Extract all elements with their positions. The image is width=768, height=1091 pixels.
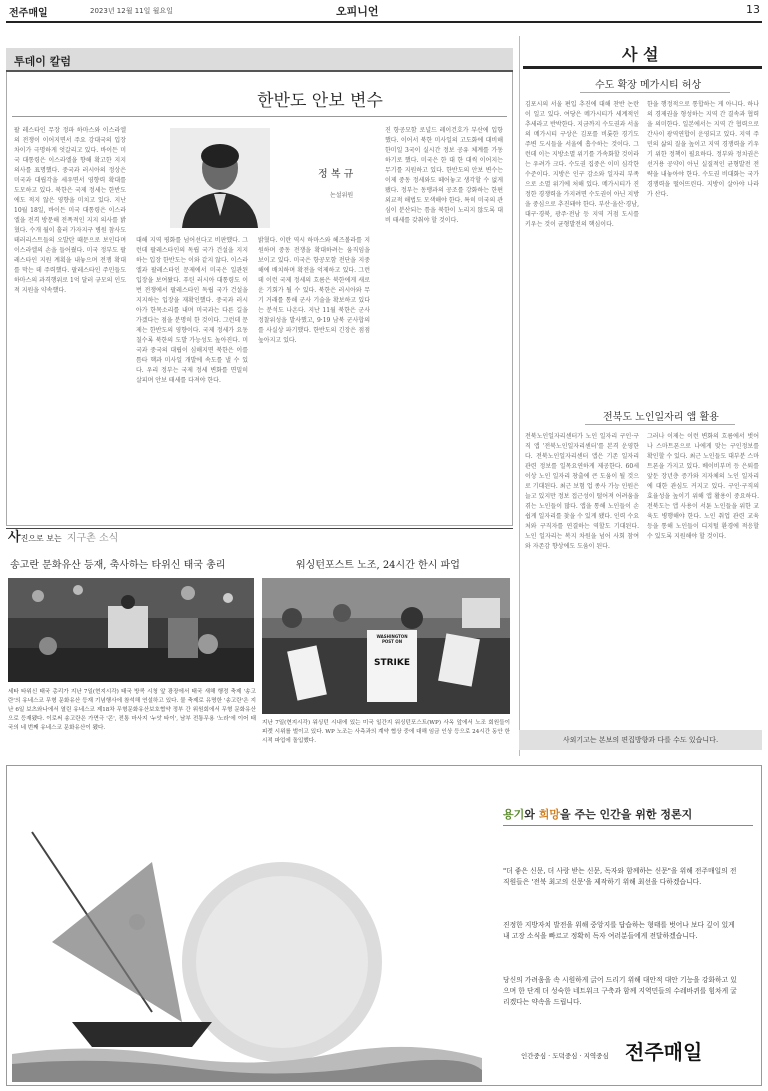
left-photo-title: 송고란 문화유산 등재, 축사하는 타위신 태국 총리 [10, 560, 226, 571]
page-header [0, 0, 768, 20]
ad-headline-and: 와 [524, 808, 539, 821]
left-photo [8, 578, 254, 682]
author-name: 정 복 규 [318, 169, 354, 180]
issue-date: 2023년 12월 11일 월요일 [90, 7, 173, 15]
editorial-1-body-right: 한을 행정적으로 통합하는 게 아니다. 하나의 경제권을 형성하는 지역 간 결속과 협력을 의미한다. 일본에서는 지역 간 협력으로 간사이 광역연합이 운영되고 있다. 지역 주민의 삶의 질을 높이고 지역 경쟁력을 키우기 위한 정책이 필요하다. 정부와 정치권은 선거용 공약이 아닌 실질적인 균형발전 전략을 내놓아야 한다. 수도권 비대화는 국가 경쟁력을 떨어뜨린다. 지방이 살아야 나라가 산다. [647, 101, 759, 198]
sign-strike-text: STRIKE [373, 658, 411, 668]
ad-sail-graphic [12, 772, 482, 1082]
column-body-3: 밝혔다. 이란 역시 하마스와 헤즈볼라를 지원하며 중동 전쟁을 확대하려는 움직임을 보이고 있다. 미국은 항공모함 전단을 지중해에 배치하며 확전을 억제하고 있다. 그런데 이런 국제 정세의 흐름은 북한에게 새로운 기회가 될 수 있다. 북한은 러시아와 무기 거래를 통해 군사 기술을 확보하고 있다는 분석도 나온다. 지난 11월 북한은 군사정찰위성을 발사했고, 9·19 남북 군사합의를 사실상 파기했다. 한반도의 긴장은 점점 높아지고 있다. [258, 237, 370, 344]
kicker-end: 지구촌 소식 [66, 533, 119, 544]
header-rule [6, 21, 762, 23]
ad-paragraph-1: "더 좋은 신문, 더 사랑 받는 신문, 독자와 함께하는 신문"을 위해 전주매일의 전 직원들은 '전북 최고의 신문'을 제작하기 위해 최선을 다하겠습니다. [503, 867, 737, 886]
editorial-label: 사 설 [622, 45, 659, 64]
ad-headline-rule [503, 825, 753, 826]
editorial-headline-2-rule [585, 424, 735, 425]
section-name: 오피니언 [336, 5, 379, 18]
ad-headline-courage: 용기 [503, 808, 525, 821]
author-photo [170, 128, 270, 228]
editorial-1-body-left: 김포시의 서울 편입 추진에 대해 찬반 논란이 일고 있다. 여당은 메가시티가 세계적인 추세라고 반박한다. 지금까지 수도권과 서울의 메가시티 구상은 김포를 비롯한 경기도 주변 도시들을 서울에 흡수하는 것이다. 그런데 이는 지방소멸 위기를 가속화할 것이라는 우려가 크다. 수도권 집중은 이미 심각한 수준이다. 지방은 인구 감소와 일자리 부족으로 소멸 위기에 처해 있다. 메가시티가 진정한 경쟁력을 가지려면 수도권이 아닌 지방을 중심으로 추진돼야 한다. 부산·울산·경남, 대구·경북, 광주·전남 등 지역 거점 도시를 키우는 것이 균형발전의 핵심이다. [525, 101, 639, 228]
sign-top-text: WASHINGTON POST ON [376, 634, 408, 644]
editorial-label-rule [523, 66, 762, 69]
ad-paragraph-2: 진정한 지방자치 발전을 위해 중앙지를 답습하는 형태를 벗어나 보다 깊이 있게 내 고장 소식을 빠르고 정확히 독자 여러분들에게 전달하겠습니다. [503, 921, 735, 940]
column-kicker: 투데이 칼럼 [14, 55, 71, 68]
column-body-2: 대해 지역 평화를 넘어선다고 비판했다. 그런데 팔레스타인의 독립 국가 건설을 지지하는 입장 한반도는 이와 같지 않다. 이스라엘과 팔레스타인 문제에서 미국은 일관된 입장을 보여왔다. 푸틴 러시아 대통령도 이번 전쟁에서 팔레스타인 독립 국가 건설을 지지하는 입장을 재확인했다. 중국과 러시아가 한목소리를 내며 미국과는 다른 길을 가겠다는 점을 분명히 한 것이다. 그런데 문제는 한반도의 영향이다. 국제 정세가 요동칠수록 북한의 도발 가능성도 높아진다. 미국과 중국의 대립이 심해지면 북한은 이를 틈타 핵과 미사일 개발에 속도를 낼 수 있다. 우리 정부는 국제 정세 변화를 면밀히 살피며 안보 태세를 다져야 한다. [136, 237, 248, 384]
editorial-headline-2: 전북도 노인일자리 앱 활용 [603, 412, 719, 423]
left-photo-caption: 세타 타위신 태국 총리가 지난 7일(현지시각) 태국 방콕 시청 앞 광장에서 태국 새해 행정 축제 '송고란'의 유네스코 무형 문화유산 등재 기념행사에 참석해 연설하고 있다. 물 축제로 유명한 '송고란'은 지난 6일 보츠와나에서 열린 유네스코 제18차 무형문화유산보호협약 정부 간 위원회에서 무형 문화유산으로 등재됐다. 이로써 송고란은 가면극 '콘', 전통 마사지 '누앗 타이', 남부 전통무용 '노라'에 이어 태국의 네 번째 유네스코 문화유산이 됐다. [8, 689, 256, 731]
column-title: 한반도 안보 변수 [257, 91, 383, 111]
right-photo-caption: 지난 7일(현지시각) 워싱턴 시내에 있는 미국 일간지 워싱턴포스트(WP) 사옥 앞에서 노조 회원들이 피켓 시위를 벌이고 있다. WP 노조는 사측과의 계약 협상 중에 대해 임금 인상 등으로 24시간 동안 한시적 파업에 돌입했다. [262, 720, 510, 744]
paper-name: 전주매일 [9, 8, 48, 19]
author-title: 논설위원 [330, 192, 354, 199]
ad-headline-rest: 을 주는 인간을 위한 정론지 [560, 808, 693, 821]
kicker-big-char: 사 [8, 530, 21, 545]
editorial-headline-1: 수도 확장 메가시티 허상 [595, 80, 702, 91]
ad-headline-hope: 희망 [538, 808, 560, 821]
right-photo-title: 워싱턴포스트 노조, 24시간 한시 파업 [296, 560, 460, 571]
ad-paragraph-3: 당신의 가려움을 속 시원하게 긁어 드리기 위해 대안적 대안 기능을 강화하고 있으며 한 단계 더 성숙한 네트워크 구축과 함께 지역민들의 수레바퀴를 힘차게 굴리겠다는 약속을 드립니다. [503, 976, 737, 1006]
column-kicker-bar [6, 48, 513, 72]
ad-slogan: 인간중심 · 도덕중심 · 지역중심 [521, 1052, 609, 1060]
editorial-2-body-right: 그러나 이제는 이런 변화의 흐름에서 벗어나 스마트폰으로 나에게 맞는 구인정보를 확인할 수 있다. 최근 노인들도 대부분 스마트폰을 가지고 있다. 베이비부머 등 은퇴를 앞둔 장년층 증가와 지자체의 노인 일자리에 대한 관심도 커지고 있다. 구인·구직의 효율성을 높이기 위해 앱 활용이 중요하다. 전북도는 앱 사용이 서툰 노인들을 위한 교육도 병행해야 한다. 노인 취업 관련 교육 등을 통해 노인들이 디지털 환경에 적응할 수 있도록 지원해야 할 것이다. [647, 433, 759, 540]
right-photo [262, 578, 510, 714]
ad-brand-logo: 전주매일 [625, 1040, 703, 1064]
editorial-headline-1-rule [580, 92, 730, 93]
editorial-footer-note: 사외기고는 본보의 편집방향과 다를 수도 있습니다. [519, 730, 762, 750]
editorial-2-body-left: 전북노인일자리센터가 노인 일자리 구인·구직 앱 '전북노인일자리센터'를 본격 운영한다. 전북노인일자리센터 앱은 기존 일자리 관련 정보를 일목요연하게 제공한다. 60세 이상 노인 일자리 창출에 큰 도움이 될 것으로 기대된다. 최근 보험 업 종사 가능 인원은 늘고 있지만 정보 접근성이 떨어져 어려움을 겪는 노인들이 많다. 앱을 통해 노인들이 손쉽게 일자리를 찾을 수 있게 됐다. 인력 수요처와 구직자를 연결하는 역할도 기대된다. 노인 일자리는 복지 차원을 넘어 사회 참여와 자존감 향상에도 도움이 된다. [525, 433, 639, 550]
column-body-4: 진 항공모함 로널드 레이건호가 부산에 입항했다. 이어서 북한 미사일의 고도화에 대비해 한미일 3국이 실시간 정보 공유 체계를 가동하기로 했다. 미국은 한 대 한 대씩 이어지는 무기를 지원하고 있다. 한반도의 안보 변수는 이제 중동 정세와도 떼어놓고 생각할 수 없게 됐다. 정부는 동맹과의 공조를 강화하는 한편 외교적 해법도 모색해야 한다. 특히 미국의 관심이 분산되는 틈을 북한이 노리지 않도록 대비 태세를 갖춰야 할 것이다. [385, 127, 503, 224]
column-body-1: 팔 레스타인 무장 정파 하마스와 이스라엘의 전쟁이 이어지면서 주요 강대국의 입장 차이가 극명하게 엇갈리고 있다. 바이든 미국 대통령은 이스라엘을 향해 확고한 지지의사를 표명했다. 중국과 러시아의 정상은 미국과 대립각을 세우면서 영향력 확대를 도모하고 있다. 북한은 국제 정세는 한반도에도 적지 않은 영향을 미치고 있다. 지난 10월 18일, 바이든 미국 대통령은 이스라엘을 전격 방문해 전폭적인 지지 의사를 밝혔다. 수개 월이 흘러 가자지구 병원 참사도 테러리스트들의 오발탄 때문으로 보인다며 이스라엘의 손을 들어줬다. 미국 정부도 팔레스타인 지원 계획을 내놓으며 전쟁 확대를 막는 데 주력했다. 팔레스타인 주민들도 하마스의 과격행위로 1억 달러 규모의 인도적 지원을 약속했다. [14, 127, 126, 294]
column-title-rule [12, 116, 507, 117]
page-number: 13 [746, 3, 760, 16]
kicker-mid: 진으로 보는 [20, 534, 62, 543]
photo-section-kicker [8, 526, 118, 546]
ad-headline [503, 806, 692, 822]
